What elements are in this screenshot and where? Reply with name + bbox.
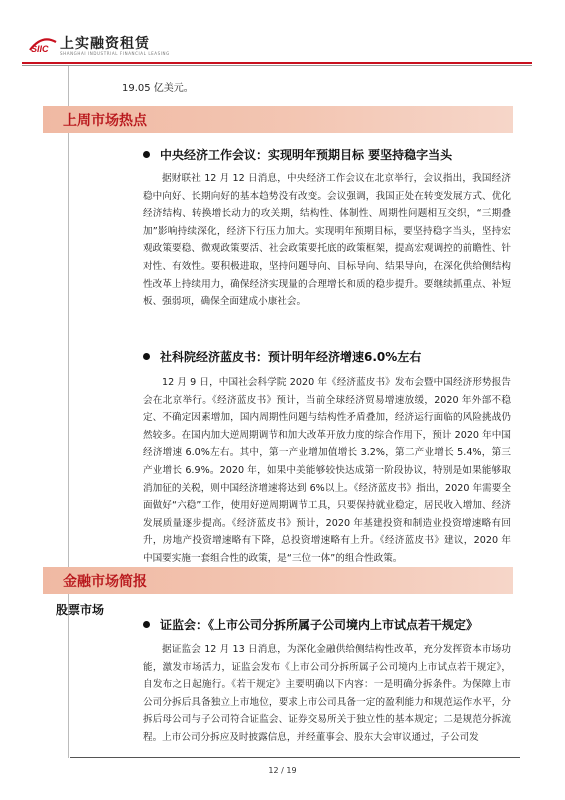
svg-text:SIIC: SIIC — [31, 44, 49, 54]
page-number: 12 / 19 — [268, 766, 297, 775]
page-header — [0, 0, 565, 62]
news-body: 据证监会 12 月 13 日消息，为深化金融供给侧结构性改革，充分发挥资本市场功能，激发市场活力，证监会发布《上市公司分拆所属子公司境内上市试点若干规定》，自发布之日起施行。《若干规定》主要明确以下内容：一是明确分拆条件。为保障上市公司分拆后具备独立上市地位，要求上市公司具备一定的盈利能力和规范运作水平，分拆后母公司与子公司符合证监会、证券交易所关于独立性的基本规定；二是规范分拆流程。上市公司分拆应及时披露信息，并经董事会、股东大会审议通过，子公司发 — [143, 644, 511, 743]
news-headline: 社科院经济蓝皮书：预计明年经济增速6.0%左右 — [143, 348, 421, 365]
footer-rule — [70, 757, 520, 758]
company-name-en: SHANGHAI INDUSTRIAL FINANCIAL LEASING — [60, 51, 170, 56]
news-headline: 证监会：《上市公司分拆所属子公司境内上市试点若干规定》 — [143, 616, 478, 633]
news-headline: 中央经济工作会议：实现明年预期目标 要坚持稳字当头 — [143, 146, 452, 163]
company-logo-icon — [28, 36, 58, 54]
section-header-market-hotspots — [43, 106, 513, 133]
header-rule-thin — [22, 65, 532, 66]
bullet-icon — [143, 151, 150, 158]
bullet-icon — [143, 621, 150, 628]
section-title: 上周市场热点 — [63, 113, 147, 129]
bullet-icon — [143, 353, 150, 360]
news-body: 12 月 9 日，中国社会科学院 2020 年《经济蓝皮书》发布会暨中国经济形势报告会在北京举行。《经济蓝皮书》预计，当前全球经济贸易增速放缓，2020 年外部不稳定、不确定因素增加，国内周期性问题与结构性矛盾叠加，经济运行面临的风险挑战仍然较多。在国内加大逆周期调节和加大改革开放力度的综合作用下，预计 2020 年中国经济增速 6.0%左右。其中，第一产业增加值增长 3.2%，第二产业增长 5.4%，第三产业增长 6.9%。2020 年，如果中美能够较快达成第一阶段协议，特别是如果能够取消加征的关税，则中国经济增速将达到 6%以上。《经济蓝皮书》指出，2020 年需要全面做好“六稳”工作，使用好逆周期调节工具，只要保持就业稳定，居民收入增加、经济发展质量逐步提高。《经济蓝皮书》预计，2020 年基建投资和制造业投资增速略有回升，房地产投资增速略有下降，总投资增速略有上升。《经济蓝皮书》建议，2020 年中国要实施一套组合性的政策，是“三位一体”的组合性政策。 — [143, 377, 511, 564]
news-body: 据财联社 12 月 12 日消息，中央经济工作会议在北京举行，会议指出，我国经济稳中向好、长期向好的基本趋势没有改变。会议强调，我国正处在转变发展方式、优化经济结构、转换增长动力的攻关期，结构性、体制性、周期性问题相互交织，“三期叠加”影响持续深化，经济下行压力加大。实现明年预期目标，要坚持稳字当头，坚持宏观政策要稳、微观政策要活、社会政策要托底的政策框架，提高宏观调控的前瞻性、针对性、有效性。要积极进取，坚持问题导向、目标导向、结果导向，在深化供给侧结构性改革上持续用力，确保经济实现量的合理增长和质的稳步提升。要继续抓重点、补短板、强弱项，确保全面建成小康社会。 — [143, 173, 511, 308]
carryover-text: 19.05 亿美元。 — [122, 83, 194, 94]
company-name-cn: 上实融资租赁 — [60, 36, 150, 52]
header-rule — [22, 62, 532, 64]
margin-line — [68, 66, 69, 758]
subsection-title: 股票市场 — [56, 603, 105, 617]
section-header-financial-brief — [43, 567, 513, 594]
section-title: 金融市场简报 — [63, 574, 147, 590]
